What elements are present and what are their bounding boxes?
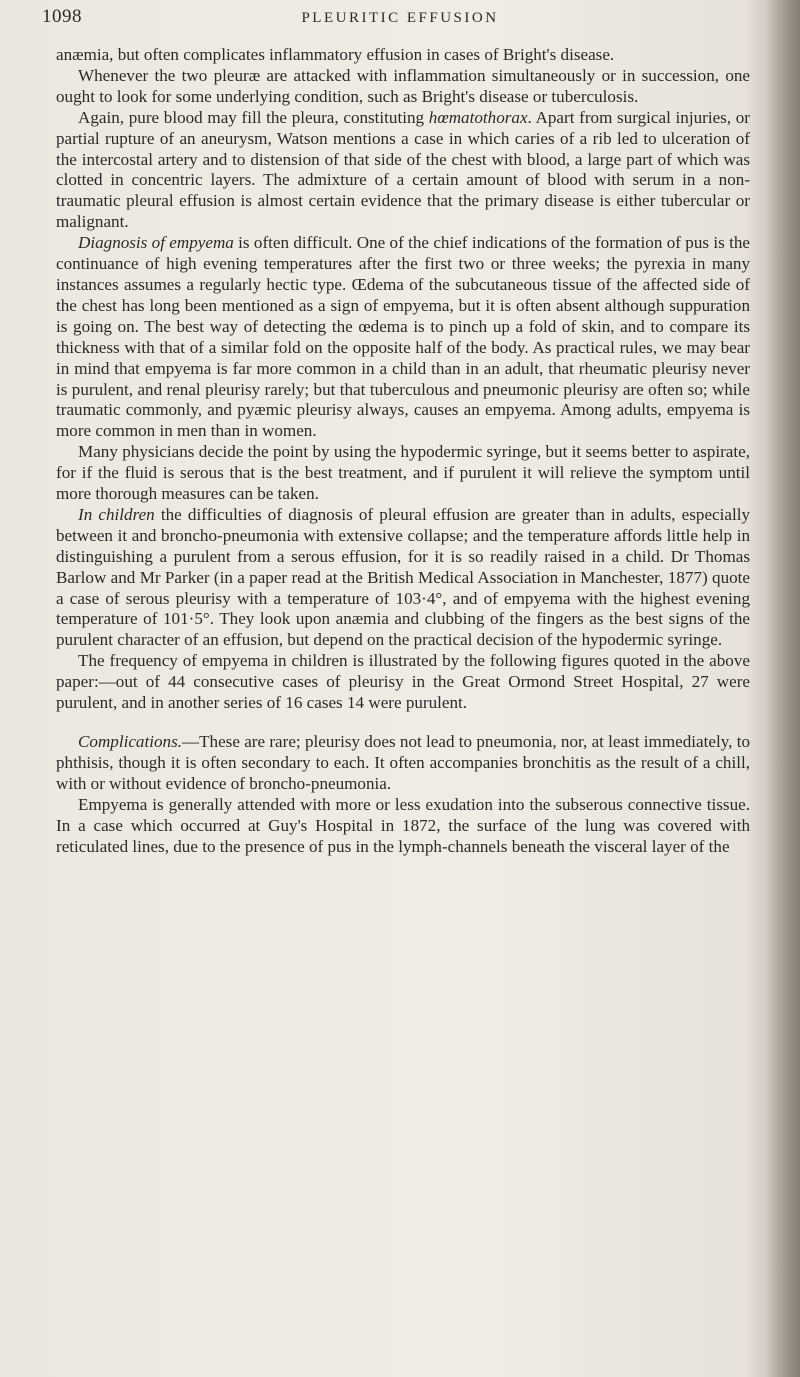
paragraph [56, 505, 750, 651]
paragraph [56, 732, 750, 795]
page-edge-shadow [766, 0, 800, 1377]
paragraph-text: —These are rare; pleurisy does not lead to pneumonia, nor, at least immediately, to phthisis, though it is often secondary to each. It often accompanies bronchitis as the result of a chill, with or without evidence of broncho-pneumonia. [56, 732, 750, 793]
paragraph-text: Again, pure blood may fill the pleura, constituting hœmatothorax. Apart from surgical injuries, or partial rupture of an aneurysm, Watson mentions a case in which caries of a rib led to ulceration of the intercostal artery and to distension of that side of the chest with blood, a large part of which was clotted in concentric layers. The admixture of a certain amount of blood with serum in a non-traumatic pleural effusion is almost certain evidence that the primary disease is either tubercular or malignant. [56, 107, 750, 232]
paragraph [56, 651, 750, 714]
paragraph-text: is often difficult. One of the chief indications of the formation of pus is the continuance of high evening temperatures after the first two or three weeks; the pyrexia in many instances assumes a regularly hectic type. Œdema of the subcutaneous tissue of the affected side of the chest has long been mentioned as a sign of empyema, but it is often absent although suppuration is going on. The best way of detecting the œdema is to pinch up a fold of skin, and to compare its thickness with that of a similar fold on the opposite half of the body. As practical rules, we may bear in mind that empyema is far more common in a child than in an adult, that rheumatic pleurisy never is purulent, and renal pleurisy rarely; but that tuberculous and pneumonic pleurisy are often so; while traumatic commonly, and pyæmic pleurisy always, causes an empyema. Among adults, empyema is more common in men than in women. [56, 233, 750, 441]
paragraph-text: The frequency of empyema in children is illustrated by the following figures quoted in the above paper:—out of 44 consecutive cases of pleurisy in the Great Ormond Street Hospital, 27 were purulent, and in another series of 16 cases 14 were purulent. [56, 651, 750, 713]
page-number: 1098 [42, 6, 82, 27]
body-text [56, 45, 750, 857]
paragraph [56, 795, 750, 858]
running-title: PLEURITIC EFFUSION [301, 10, 499, 26]
italic-term: hœmatothorax [428, 107, 528, 127]
paragraph [56, 442, 750, 505]
paragraph [56, 66, 750, 108]
paragraph-lead: Diagnosis of empyema [78, 233, 234, 253]
paragraph [56, 233, 750, 442]
paragraph-lead: Complications. [78, 732, 182, 751]
paragraph-text: anæmia, but often complicates inflammatory effusion in cases of Bright's disease. [56, 45, 615, 64]
paragraph-text: Empyema is generally attended with more or less exudation into the subserous connective tissue. In a case which occurred at Guy's Hospital in 1872, the surface of the lung was covered with reticulated lines, due to the presence of pus in the lymph-channels beneath the visceral layer of the [56, 794, 750, 856]
paragraph-text: Many physicians decide the point by using the hypodermic syringe, but it seems better to aspirate, for if the fluid is serous that is the best treatment, and if purulent it will relieve the symptom until more thorough measures can be taken. [56, 442, 750, 504]
section-gap [56, 714, 750, 732]
paragraph [56, 45, 750, 66]
paragraph-lead: In children [78, 504, 155, 524]
paragraph [56, 108, 750, 233]
paragraph-text: Whenever the two pleuræ are attacked with inflammation simultaneously or in succession, one ought to look for some underlying condition, such as Bright's disease or tuberculosis. [56, 65, 750, 106]
paragraph-text: the difficulties of diagnosis of pleural effusion are greater than in adults, especially between it and broncho-pneumonia with extensive collapse; and the temperature affords little help in distinguishing a purulent from a serous effusion, for it is so readily raised in a child. Dr Thomas Barlow and Mr Parker (in a paper read at the British Medical Association in Manchester, 1877) quote a case of serous pleurisy with a temperature of 103·4°, and of empyema with the highest evening temperature of 101·5°. They look upon anæmia and clubbing of the fingers as the best signs of the purulent character of an effusion, but depend on the practical decision of the hypodermic syringe. [56, 504, 751, 650]
